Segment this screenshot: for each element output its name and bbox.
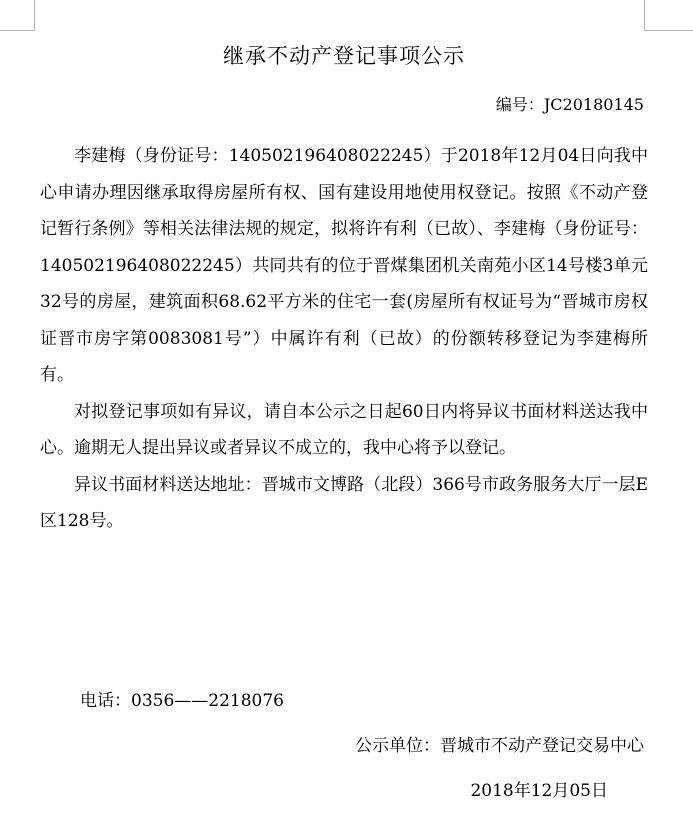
paragraph-address: 异议书面材料送达地址：晋城市文博路（北段）366号市政务服务大厅一层E区128号。 [40, 474, 648, 531]
paragraph-announcement: 李建梅（身份证号：140502196408022245）于2018年12月04日向我中心申请办理因继承取得房屋所有权、国有建设用地使用权登记。按照《不动产登记暂行条例》等相关法律法规的规定，拟将许有利（已故）、李建梅（身份证号：140502196408022245）共同共有的位于晋煤集团机关南苑小区14号楼3单元32号的房屋，建筑面积68.62平方米的住宅一套(房屋所有权证号为“晋城市房权证晋市房字第0083081号”）中属许有利（已故）的份额转移登记为李建梅所有。 [40, 146, 648, 385]
page-corner-mark-top-right [644, 0, 693, 31]
contact-phone: 电话：0356——2218076 [80, 691, 284, 711]
publishing-unit: 公示单位：晋城市不动产登记交易中心 [355, 736, 644, 756]
document-body [40, 138, 648, 540]
document-number: 编号：JC20180145 [495, 95, 644, 114]
publish-date: 2018年12月05日 [470, 781, 608, 801]
paragraph-objection: 对拟登记事项如有异议，请自本公示之日起60日内将异议书面材料送达我中心。逾期无人提出异议或者异议不成立的，我中心将予以登记。 [40, 401, 648, 458]
page-corner-mark-top-left [0, 0, 35, 31]
document-title: 继承不动产登记事项公示 [223, 44, 465, 68]
